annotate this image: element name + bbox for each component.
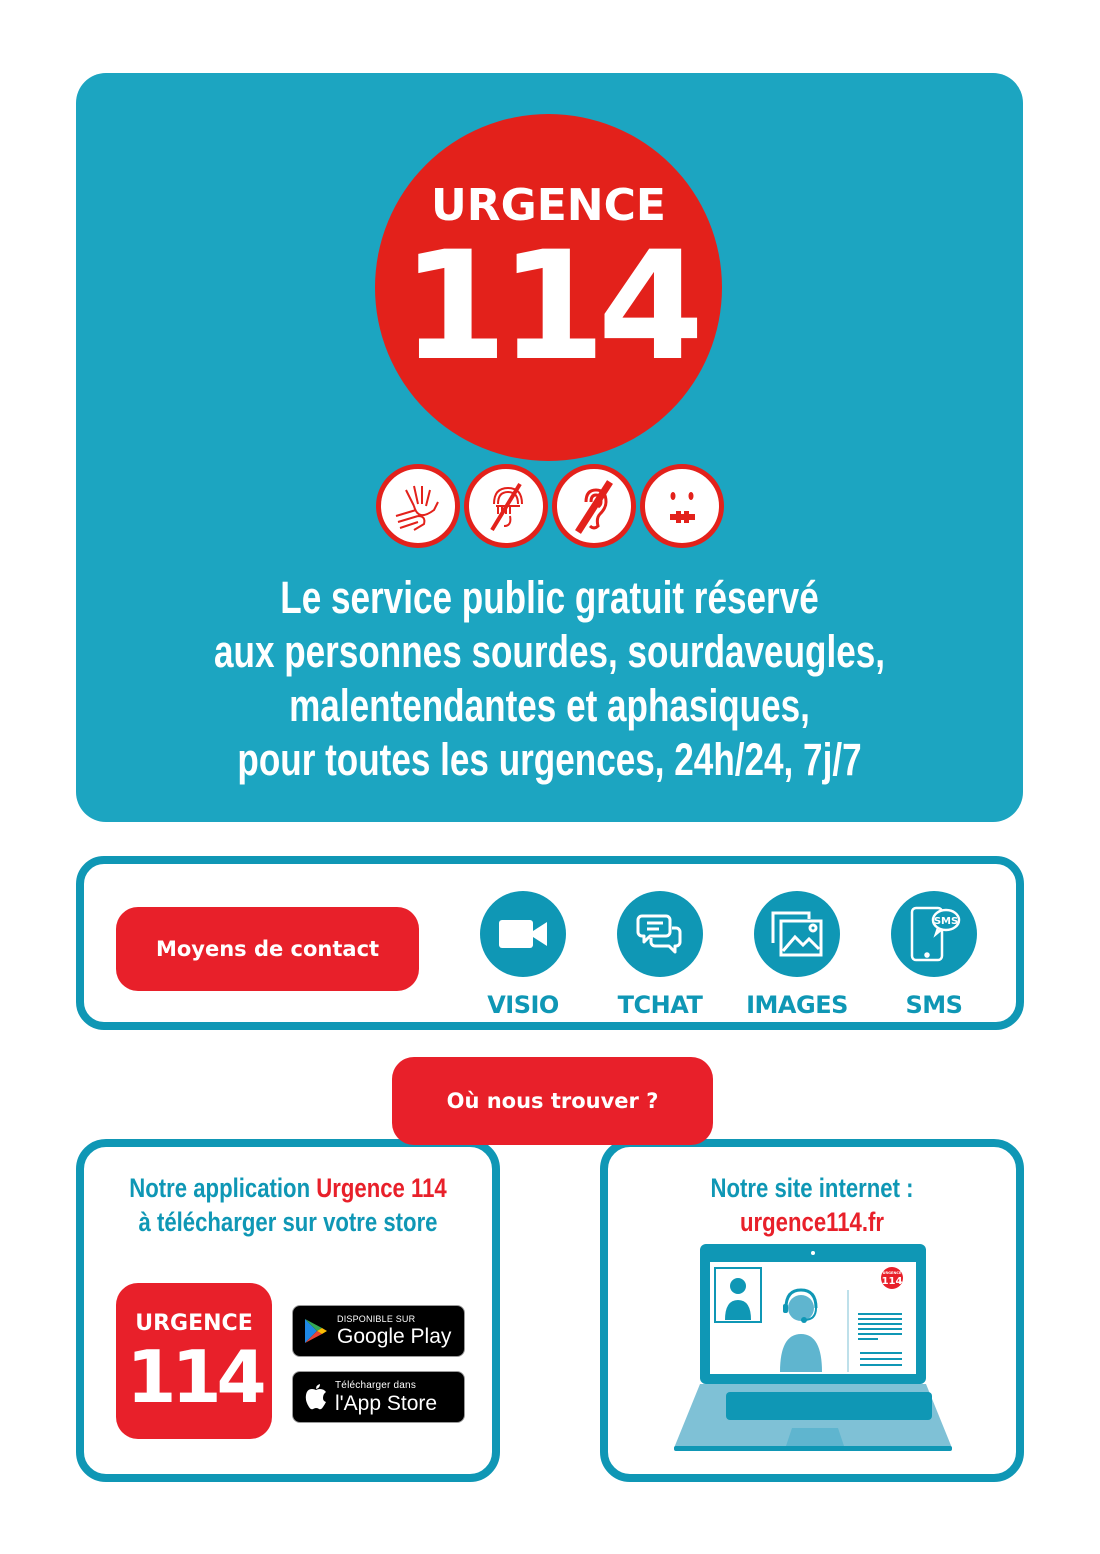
- hard-of-hearing-ear-icon: [552, 464, 636, 548]
- channel-sms[interactable]: [864, 891, 1004, 1019]
- video-camera-icon: [480, 891, 566, 977]
- urgence-114-logo: [375, 114, 722, 461]
- logo-number: 114: [401, 220, 696, 394]
- apple-icon: [305, 1384, 327, 1410]
- app-store-big: l'App Store: [335, 1391, 438, 1415]
- svg-text:SMS: SMS: [933, 916, 959, 927]
- deafblind-ear-crossed-icon: [464, 464, 548, 548]
- tagline-line: pour toutes les urgences, 24h/24, 7j/7: [237, 734, 862, 785]
- website-title-line1: Notre site internet :: [710, 1173, 914, 1203]
- find-us-button[interactable]: Où nous trouver ?: [392, 1057, 713, 1145]
- website-card-title: [608, 1171, 1016, 1239]
- aphasia-face-icon: [640, 464, 724, 548]
- sign-language-hands-icon: [376, 464, 460, 548]
- app-store-small: Télécharger dans: [335, 1379, 417, 1391]
- app-title-highlight: Urgence 114: [316, 1173, 447, 1203]
- channel-images[interactable]: [727, 891, 867, 1019]
- app-store-badge[interactable]: [292, 1371, 465, 1423]
- app-icon-word: URGENCE: [135, 1311, 253, 1336]
- app-icon-number: 114: [126, 1335, 262, 1419]
- channel-visio[interactable]: [453, 891, 593, 1019]
- channel-label: IMAGES: [746, 991, 848, 1019]
- laptop-illustration: [674, 1242, 964, 1457]
- app-card: [76, 1139, 500, 1482]
- google-play-big: Google Play: [337, 1325, 452, 1348]
- app-title-line2: à télécharger sur votre store: [138, 1207, 438, 1237]
- images-icon: [754, 891, 840, 977]
- google-play-icon: [303, 1317, 329, 1345]
- sms-phone-icon: [891, 891, 977, 977]
- service-tagline: [76, 571, 1023, 787]
- svg-text:URGENCE: URGENCE: [882, 1271, 902, 1275]
- channel-label: TCHAT: [617, 991, 703, 1019]
- contact-methods-box: [76, 856, 1024, 1030]
- contact-methods-button[interactable]: Moyens de contact: [116, 907, 419, 991]
- tagline-line: aux personnes sourdes, sourdaveugles,: [213, 626, 886, 677]
- google-play-badge[interactable]: [292, 1305, 465, 1357]
- chat-bubbles-icon: [617, 891, 703, 977]
- tagline-line: Le service public gratuit réservé: [280, 572, 819, 623]
- svg-text:114: 114: [881, 1276, 903, 1287]
- website-card: [600, 1139, 1024, 1482]
- channel-label: SMS: [905, 991, 963, 1019]
- website-url-link[interactable]: urgence114.fr: [740, 1207, 884, 1237]
- google-play-small: DISPONIBLE SUR: [337, 1314, 416, 1324]
- app-card-title: [84, 1171, 492, 1239]
- urgence-114-app-icon[interactable]: [116, 1283, 272, 1439]
- disability-icons: [376, 464, 724, 550]
- tagline-line: malentendantes et aphasiques,: [289, 680, 810, 731]
- hero-panel: [76, 73, 1023, 822]
- channel-tchat[interactable]: [590, 891, 730, 1019]
- channel-label: VISIO: [487, 991, 559, 1019]
- logo-word: URGENCE: [431, 180, 666, 231]
- app-title-prefix: Notre application: [129, 1173, 317, 1203]
